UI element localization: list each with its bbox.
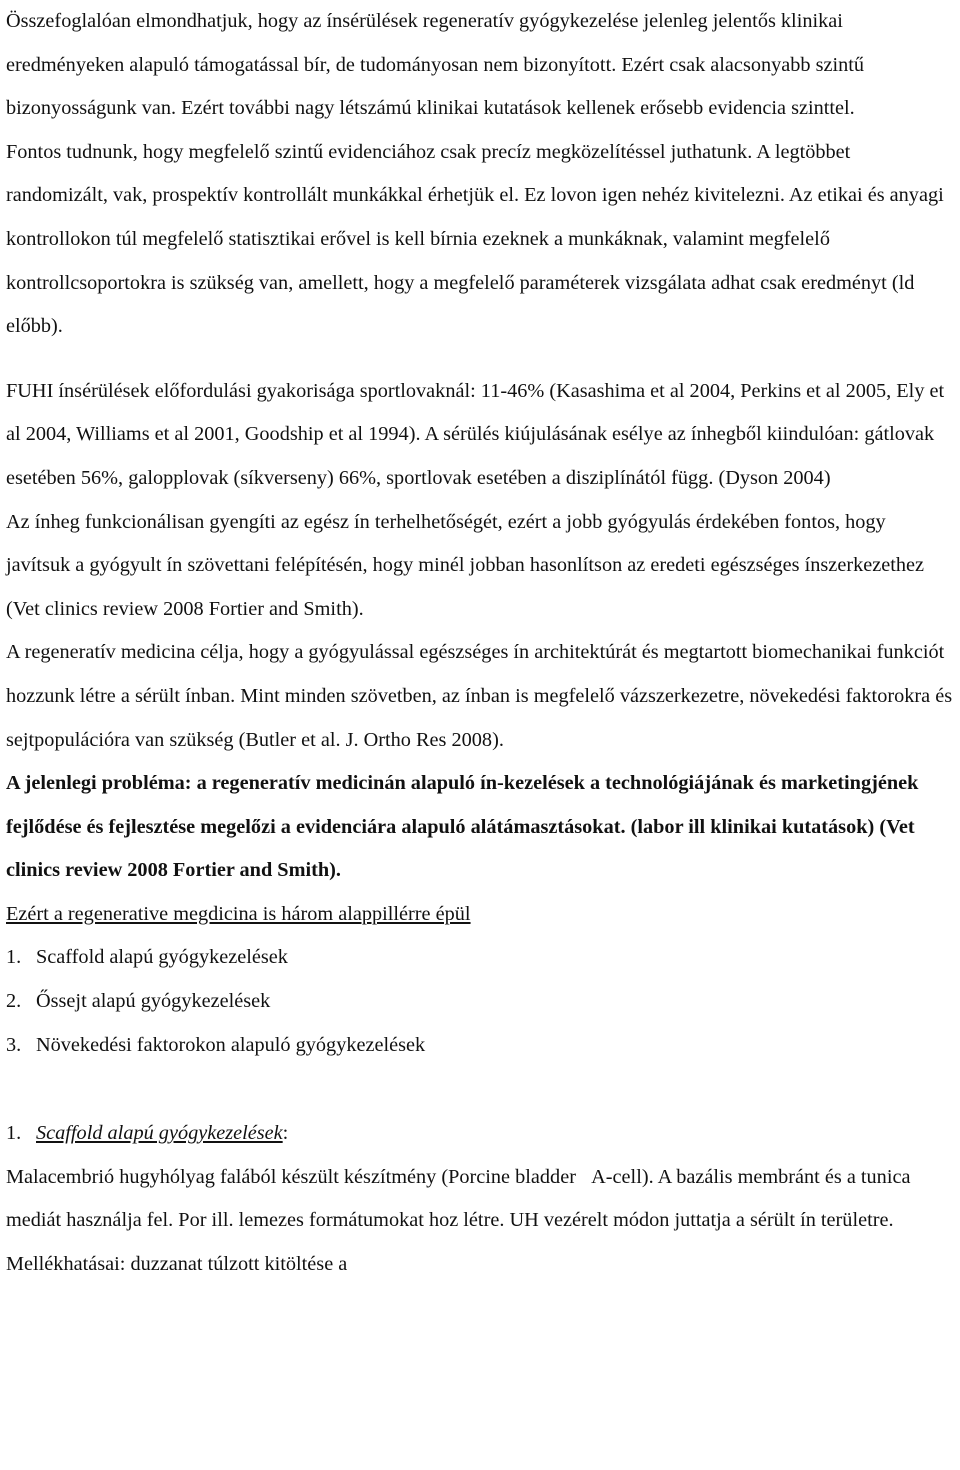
section-title: Scaffold alapú gyógykezelések [36,1122,283,1145]
pillars-list [6,936,954,1067]
section-heading [6,1112,954,1156]
list-label: Növekedési faktorokon alapuló gyógykezelések [36,1033,426,1056]
list-item [6,1024,954,1068]
paragraph-summary: Összefoglalóan elmondhatjuk, hogy az ínsérülések regeneratív gyógykezelése jelenleg jelentős klinikai eredményeken alapuló támogatással bír, de tudományosan nem bizonyított. Ezért csak alacsonyabb szintű bizonyosságunk van. Ezért további nagy létszámú klinikai kutatások kellenek erősebb evidencia szinttel. [6,10,865,120]
paragraph-gap [6,349,954,370]
list-item [6,936,954,980]
paragraph-problem: A jelenlegi probléma: a regeneratív medicinán alapuló ín-kezelések a technológiájának és marketingjének fejlődése és fejlesztése megelőzi a evidenciára alapuló alátámasztásokat. (labor ill klinikai kutatások) (Vet clinics review 2008 Fortier and Smith). [6,772,919,882]
section-colon: : [282,1122,289,1145]
section-number: 1. [6,1122,22,1145]
list-label: Őssejt alapú gyógykezelések [36,990,271,1013]
document-page [6,0,954,1287]
list-label: Scaffold alapú gyógykezelések [36,946,288,969]
section-body: Malacembrió hugyhólyag falából készült készítmény (Porcine bladder A-cell). A bazális membránt és a tunica mediát használja fel. Por ill. lemezes formátumokat hoz létre. UH vezérelt módon juttatja a sérült ín területre. Mellékhatásai: duzzanat túlzott kitöltése a [6,1165,911,1276]
paragraph-evidence: Fontos tudnunk, hogy megfelelő szintű evidenciához csak precíz megközelítéssel juthatunk. A legtöbbet randomizált, vak, prospektív kontrollált munkákkal érhetjük el. Ez lovon igen nehéz kivitelezni. Az etikai és anyagi kontrollokon túl megfelelő statisztikai erővel is kell bírnia ezeknek a munkáknak, valamint megfelelő kontrollcsoportokra is szükség van, amellett, hogy a megfelelő paraméterek vizsgálata adhat csak eredményt (ld előbb). [6,140,944,338]
list-item [6,980,954,1024]
paragraph-pillars-heading: Ezért a regenerative megdicina is három alappillérre épül [6,902,471,925]
section-gap [6,1067,954,1112]
paragraph-scar: Az ínheg funkcionálisan gyengíti az egész ín terhelhetőségét, ezért a jobb gyógyulás érdekében fontos, hogy javítsuk a gyógyult ín szövettani felépítésén, hogy minél jobban hasonlítson az eredeti egészséges ínszerkezethez (Vet clinics review 2008 Fortier and Smith). [6,510,924,620]
paragraph-incidence: FUHI ínsérülések előfordulási gyakorisága sportlovaknál: 11-46% (Kasashima et al 2004, Perkins et al 2005, Ely et al 2004, Williams et al 2001, Goodship et al 1994). A sérülés kiújulásának esélye az ínhegből kiindulóan: gátlovak esetében 56%, galopplovak (síkverseny) 66%, sportlovak esetében a disziplínától függ. (Dyson 2004) [6,379,945,489]
list-number: 3. [6,1033,22,1056]
list-number: 1. [6,946,22,969]
paragraph-goal: A regeneratív medicina célja, hogy a gyógyulással egészséges ín architektúrát és megtartott biomechanikai funkciót hozzunk létre a sérült ínban. Mint minden szövetben, az ínban is megfelelő vázszerkezetre, növekedési faktorokra és sejtpopulációra van szükség (Butler et al. J. Ortho Res 2008). [6,641,953,751]
list-number: 2. [6,990,22,1013]
